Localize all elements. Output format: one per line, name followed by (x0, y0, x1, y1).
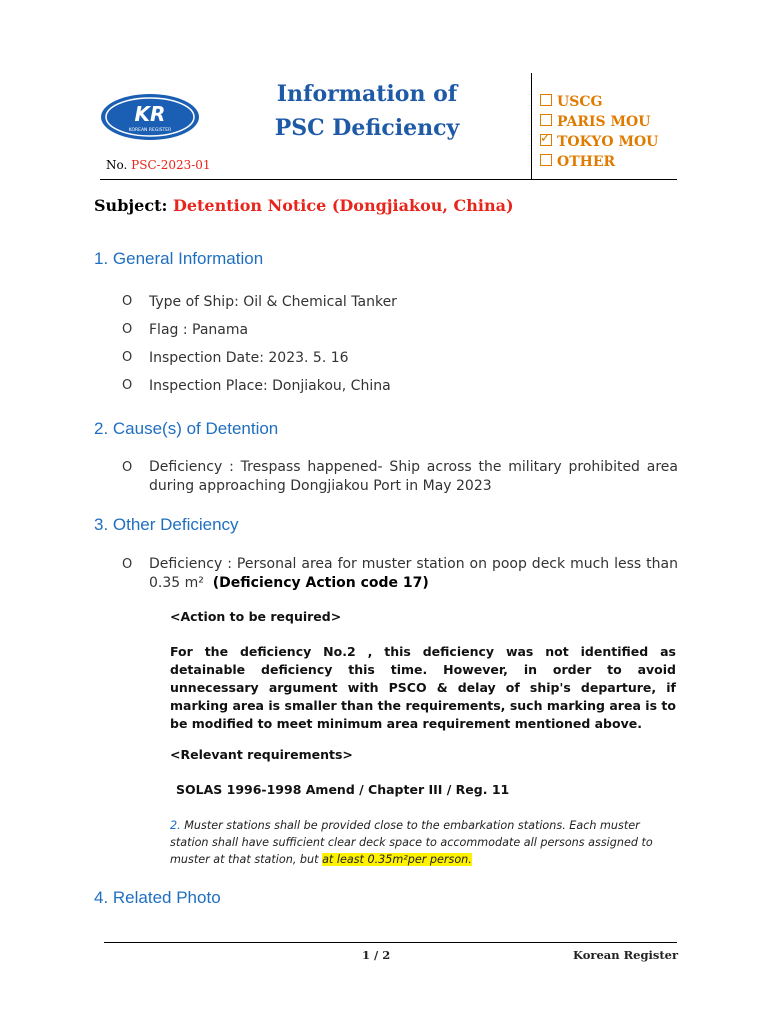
regulation-number: 2. (170, 819, 181, 832)
bullet-circle-icon: O (122, 378, 133, 393)
doc-no-value: PSC-2023-01 (131, 158, 211, 172)
checklist-item-uscg (540, 92, 658, 112)
other-deficiency-list (122, 555, 678, 593)
bullet-circle-icon: O (122, 350, 133, 365)
page-title (232, 77, 502, 145)
list-item: O Deficiency : Trespass happened- Ship across the military prohibited area during approaching Dongjiakou Port in May 2023 (122, 459, 678, 494)
list-item: O Inspection Date: 2023. 5. 16 (122, 344, 678, 372)
checkbox-icon (540, 114, 552, 126)
bullet-circle-icon: O (122, 322, 133, 337)
section-heading-photo: 4. Related Photo (94, 888, 221, 907)
general-info-list (122, 288, 678, 400)
action-heading: <Action to be required> (170, 609, 342, 624)
deficiency-action-code: (Deficiency Action code 17) (212, 575, 429, 591)
document-number (106, 158, 211, 172)
list-item: O Type of Ship: Oil & Chemical Tanker (122, 288, 678, 316)
korean-register-logo (100, 93, 200, 141)
section-heading-cause: 2. Cause(s) of Detention (94, 419, 279, 438)
regulation-text (170, 817, 676, 868)
bullet-circle-icon: O (122, 294, 133, 309)
logo-text: KR (134, 102, 166, 126)
list-item: O Flag : Panama (122, 316, 678, 344)
logo-subtext: KOREAN REGISTER (128, 128, 172, 133)
regulation-reference: SOLAS 1996-1998 Amend / Chapter III / Reg. 11 (176, 782, 510, 797)
subject-line (94, 196, 514, 215)
checkbox-icon (540, 154, 552, 166)
checklist-item-other (540, 152, 658, 172)
footer-organization: Korean Register (573, 948, 679, 962)
checkbox-icon (540, 94, 552, 106)
regulation-body: Muster stations shall be provided close to the embarkation stations. Each muster station shall have sufficient clear deck space to accommodate all persons assigned to muster at that station, but (170, 819, 653, 866)
header-divider-horizontal (100, 179, 677, 180)
action-body: For the deficiency No.2 , this deficiency was not identified as detainable deficiency this time. However, in order to avoid unnecessary argument with PSCO & delay of ship's departure, if marking area is smaller than the requirements, such marking area is to be modified to meet minimum area requirement mentioned above. (170, 644, 676, 731)
checklist-item-tokyo-mou (540, 132, 658, 152)
title-line-1: Information of (276, 81, 458, 107)
checklist-label: TOKYO MOU (557, 134, 659, 150)
cause-list (122, 458, 678, 496)
title-line-2: PSC Deficiency (274, 115, 460, 141)
bullet-circle-icon: O (122, 460, 133, 475)
section-heading-general: 1. General Information (94, 249, 264, 268)
subject-value: Detention Notice (Dongjiakou, China) (172, 196, 514, 215)
list-item: O Deficiency : Personal area for muster station on poop deck much less than 0.35 m² (Deficiency Action code 17) (122, 556, 678, 591)
page-number: 1 / 2 (362, 948, 391, 962)
header-divider-vertical (531, 73, 532, 179)
checklist-label: USCG (557, 94, 603, 110)
regulation-highlight: at least 0.35m²per person. (322, 853, 472, 866)
bullet-circle-icon: O (122, 557, 133, 572)
footer-divider (104, 942, 677, 943)
checklist-item-paris-mou (540, 112, 658, 132)
doc-no-label: No. (106, 158, 128, 172)
mou-checklist (540, 92, 658, 172)
section-heading-other: 3. Other Deficiency (94, 515, 239, 534)
checklist-label: OTHER (557, 154, 616, 170)
relevant-heading: <Relevant requirements> (170, 747, 353, 762)
subject-label: Subject: (94, 196, 168, 215)
checklist-label: PARIS MOU (557, 114, 651, 130)
checked-checkbox-icon (540, 134, 552, 146)
list-item: O Inspection Place: Donjiakou, China (122, 372, 678, 400)
